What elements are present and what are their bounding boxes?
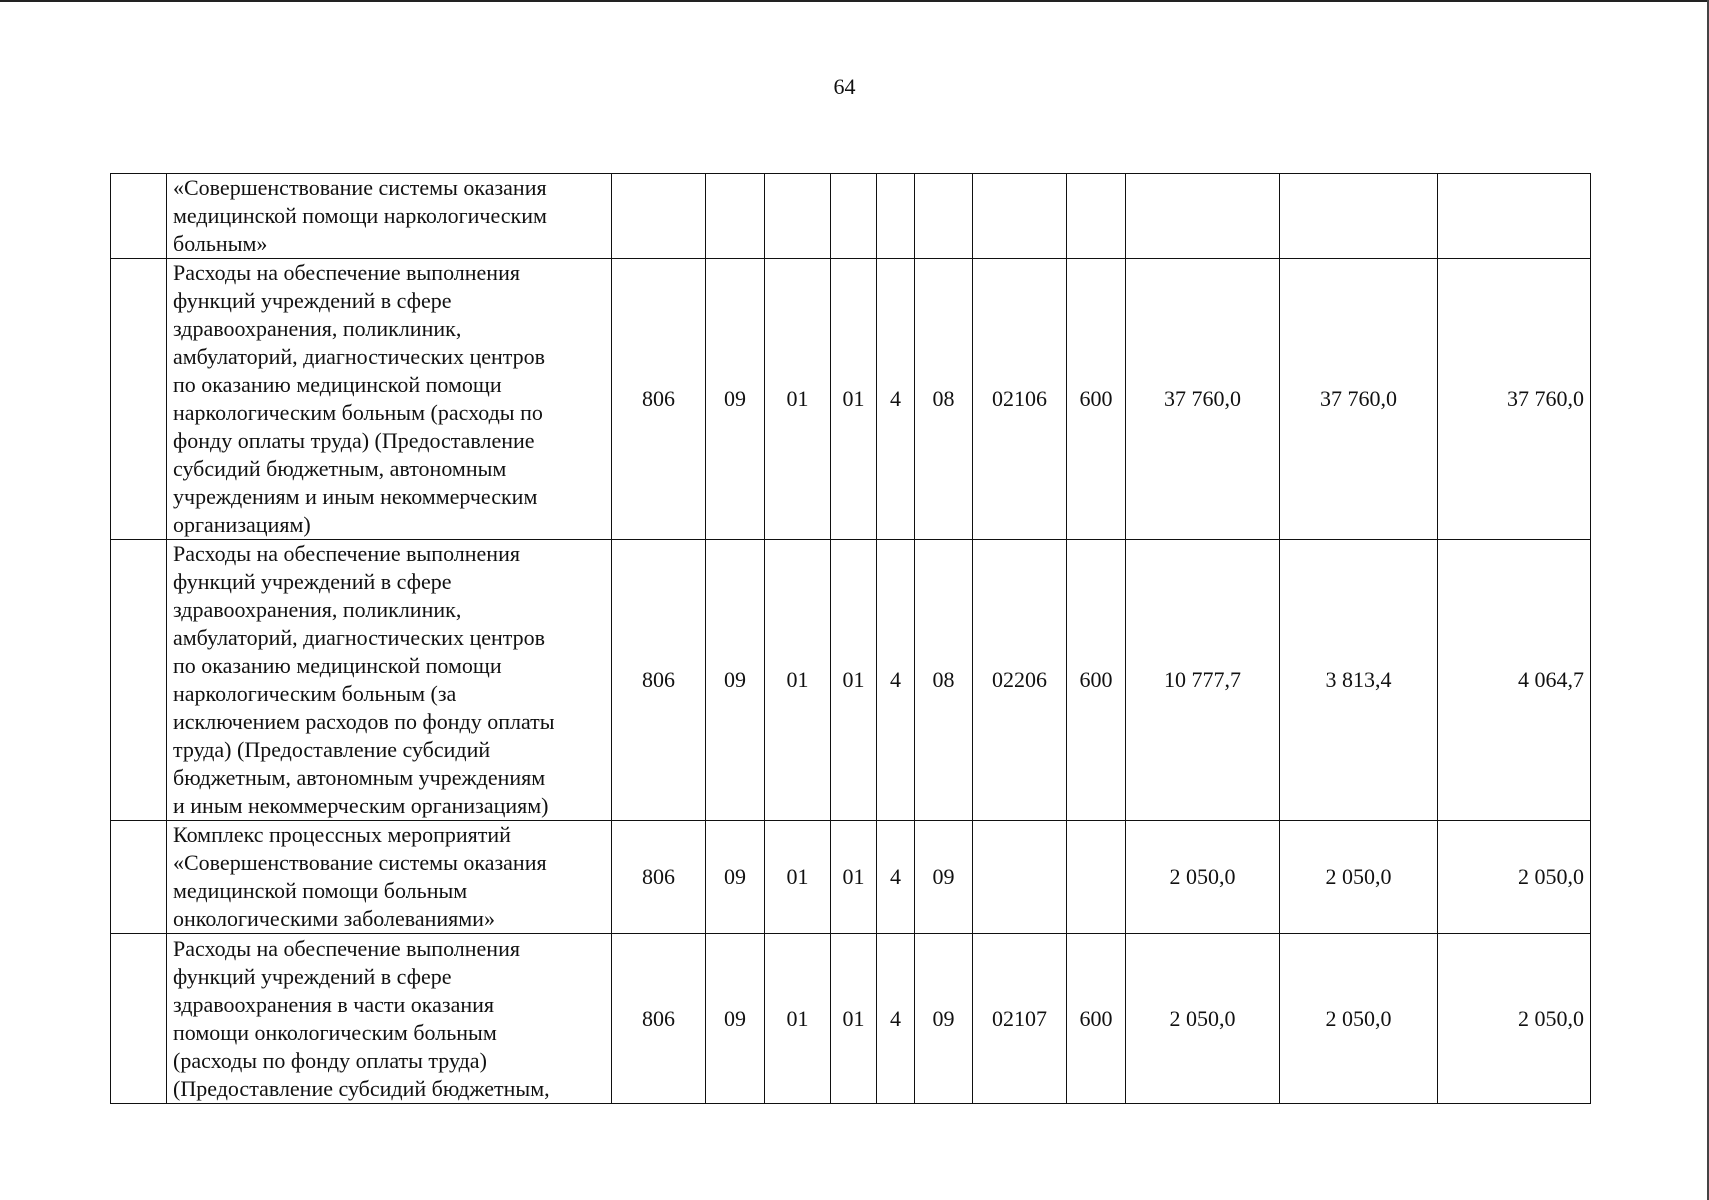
amount-1-cell: 2 050,0: [1126, 934, 1280, 1104]
program-code-cell: 01: [831, 821, 877, 934]
amount-1-cell: 2 050,0: [1126, 821, 1280, 934]
program-code-cell: 01: [831, 259, 877, 540]
subsection-code-cell: 01: [765, 821, 831, 934]
amount-1-cell: [1126, 174, 1280, 259]
row-number-cell: [111, 540, 167, 821]
measure-code-cell: 09: [915, 934, 973, 1104]
program-code-cell: 01: [831, 540, 877, 821]
program-type-cell: 4: [877, 259, 915, 540]
ministry-code-cell: 806: [612, 540, 706, 821]
program-type-cell: [877, 174, 915, 259]
expense-type-cell: [1067, 821, 1126, 934]
measure-code-cell: 08: [915, 540, 973, 821]
description-cell: [167, 259, 612, 540]
expense-type-cell: [1067, 174, 1126, 259]
program-type-cell: 4: [877, 934, 915, 1104]
ministry-code-cell: 806: [612, 934, 706, 1104]
measure-code-cell: [915, 174, 973, 259]
amount-2-cell: 2 050,0: [1280, 934, 1438, 1104]
description-text: Расходы на обеспечение выполнения функций учреждений в сфере здравоохранения, поликлиник, амбулаторий, диагностических центров по оказанию медицинской помощи наркологическим больным (расходы по фонду оплаты труда) (Предоставление субсидий бюджетным, автономным учреждениям и иным некоммерческим организациям): [173, 260, 546, 537]
subsection-code-cell: 01: [765, 934, 831, 1104]
program-type-cell: 4: [877, 821, 915, 934]
amount-3-cell: 37 760,0: [1438, 259, 1591, 540]
table-row: [111, 934, 1591, 1104]
table-row: [111, 259, 1591, 540]
expense-type-cell: 600: [1067, 934, 1126, 1104]
row-number-cell: [111, 259, 167, 540]
direction-code-cell: 02106: [973, 259, 1067, 540]
direction-code-cell: [973, 821, 1067, 934]
description-cell: [167, 540, 612, 821]
program-type-cell: 4: [877, 540, 915, 821]
amount-2-cell: [1280, 174, 1438, 259]
program-code-cell: [831, 174, 877, 259]
page-number-text: 64: [833, 74, 856, 99]
description-cell: [167, 174, 612, 259]
subsection-code-cell: [765, 174, 831, 259]
program-code-cell: 01: [831, 934, 877, 1104]
row-number-cell: [111, 934, 167, 1104]
ministry-code-cell: 806: [612, 821, 706, 934]
scan-edge-top: [0, 0, 1709, 2]
budget-table: [110, 173, 1591, 1104]
amount-1-cell: 10 777,7: [1126, 540, 1280, 821]
subsection-code-cell: 01: [765, 540, 831, 821]
section-code-cell: [706, 174, 765, 259]
description-cell: [167, 934, 612, 1104]
description-text: «Совершенствование системы оказания медицинской помощи наркологическим больным»: [173, 175, 547, 256]
direction-code-cell: 02107: [973, 934, 1067, 1104]
ministry-code-cell: [612, 174, 706, 259]
section-code-cell: 09: [706, 259, 765, 540]
description-text: Комплекс процессных мероприятий «Совершенствование системы оказания медицинской помощи больным онкологическими заболеваниями»: [173, 822, 547, 931]
amount-3-cell: [1438, 174, 1591, 259]
description-text: Расходы на обеспечение выполнения функций учреждений в сфере здравоохранения в части оказания помощи онкологическим больным (расходы по фонду оплаты труда) (Предоставление субсидий бюджетным,: [173, 935, 550, 1101]
expense-type-cell: 600: [1067, 540, 1126, 821]
amount-2-cell: 3 813,4: [1280, 540, 1438, 821]
amount-1-cell: 37 760,0: [1126, 259, 1280, 540]
page-number: [0, 74, 1709, 100]
table-row: [111, 540, 1591, 821]
amount-3-cell: 4 064,7: [1438, 540, 1591, 821]
description-text: Расходы на обеспечение выполнения функций учреждений в сфере здравоохранения, поликлиник, амбулаторий, диагностических центров по оказанию медицинской помощи наркологическим больным (за исключением расходов по фонду оплаты труда) (Предоставление субсидий бюджетным, автономным учреждениям и иным некоммерческим организациям): [173, 541, 555, 818]
section-code-cell: 09: [706, 934, 765, 1104]
direction-code-cell: 02206: [973, 540, 1067, 821]
amount-2-cell: 2 050,0: [1280, 821, 1438, 934]
table-row: [111, 174, 1591, 259]
measure-code-cell: 08: [915, 259, 973, 540]
description-cell: [167, 821, 612, 934]
amount-3-cell: 2 050,0: [1438, 934, 1591, 1104]
row-number-cell: [111, 821, 167, 934]
ministry-code-cell: 806: [612, 259, 706, 540]
table-row: [111, 821, 1591, 934]
expense-type-cell: 600: [1067, 259, 1126, 540]
amount-3-cell: 2 050,0: [1438, 821, 1591, 934]
amount-2-cell: 37 760,0: [1280, 259, 1438, 540]
measure-code-cell: 09: [915, 821, 973, 934]
row-number-cell: [111, 174, 167, 259]
section-code-cell: 09: [706, 540, 765, 821]
subsection-code-cell: 01: [765, 259, 831, 540]
section-code-cell: 09: [706, 821, 765, 934]
direction-code-cell: [973, 174, 1067, 259]
